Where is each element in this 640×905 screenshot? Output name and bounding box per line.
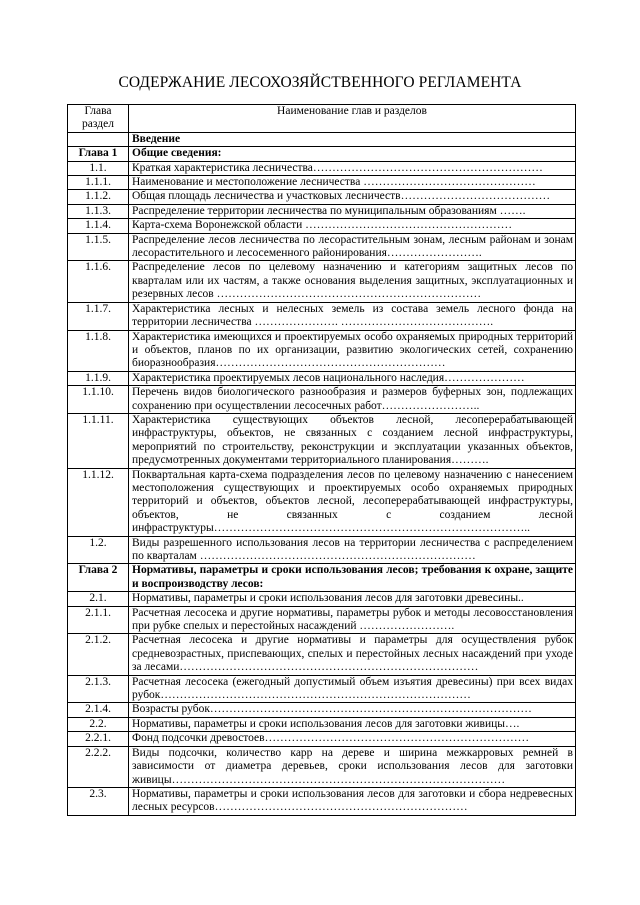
table-row xyxy=(68,732,576,746)
row-number: 1.1.11. xyxy=(68,413,129,468)
table-row xyxy=(68,536,576,564)
row-number: 1.1. xyxy=(68,161,129,175)
table-row xyxy=(68,330,576,371)
row-title: Характеристика лесных и нелесных земель из состава земель лесного фонда на территории лесничества …………………. …………………………………. xyxy=(129,302,576,330)
row-number: 1.1.3. xyxy=(68,204,129,218)
row-title: Характеристика имеющихся и проектируемых особо охраняемых природных территорий и объектов, планов по их организации, развитию экологических сетей, сохранению биоразнообразия…………………………………………………… xyxy=(129,330,576,371)
row-number: 1.1.2. xyxy=(68,190,129,204)
row-title: Наименование и местоположение лесничества ……………………………………… xyxy=(129,176,576,190)
row-title: Распределение лесов по целевому назначению и категориям защитных лесов по кварталам или их частям, а также основания выделения защитных, эксплуатационных и резервных лесов …………………………………………………………… xyxy=(129,261,576,302)
row-title: Карта-схема Воронежской области ……………………………………………… xyxy=(129,219,576,233)
row-title: Характеристика существующих объектов лесной, лесоперерабатывающей инфраструктуры, объектов, не связанных с созданием лесной инфраструктуры, мероприятий по строительству, реконструкции и эксплуатации указанных объектов, предусмотренных документами территориального планирования………. xyxy=(129,413,576,468)
row-number: Глава 1 xyxy=(68,147,129,161)
header-chapter-section: Глава раздел xyxy=(68,105,129,133)
row-number: 1.1.9. xyxy=(68,371,129,385)
row-number: Глава 2 xyxy=(68,564,129,592)
table-row xyxy=(68,132,576,146)
row-title: Краткая характеристика лесничества…………………………………………………… xyxy=(129,161,576,175)
table-row xyxy=(68,717,576,731)
table-row xyxy=(68,675,576,703)
table-row xyxy=(68,233,576,261)
row-number: 2.2.1. xyxy=(68,732,129,746)
row-title: Расчетная лесосека и другие нормативы, параметры рубок и методы лесовосстановления при рубке спелых и перестойных насаждений ……………………. xyxy=(129,606,576,634)
table-row xyxy=(68,302,576,330)
table-row xyxy=(68,703,576,717)
row-number: 1.1.7. xyxy=(68,302,129,330)
row-title: Перечень видов биологического разнообразия и размеров буферных зон, подлежащих сохранению при осуществлении лесосечных работ…………………….. xyxy=(129,386,576,414)
row-number xyxy=(68,132,129,146)
table-row xyxy=(68,413,576,468)
table-row xyxy=(68,204,576,218)
table-row xyxy=(68,468,576,536)
row-title: Поквартальная карта-схема подразделения лесов по целевому назначению с нанесением местоположения существующих и проектируемых особо охраняемых природных территорий и объектов, объектов лесной, лесоперерабатывающей инфраструктуры, объектов, не связанных с созданием лесной инфраструктуры……………………………………………………………………….. xyxy=(129,468,576,536)
table-row xyxy=(68,787,576,815)
row-title: Общие сведения: xyxy=(129,147,576,161)
row-number: 1.1.1. xyxy=(68,176,129,190)
table-row xyxy=(68,371,576,385)
table-row xyxy=(68,564,576,592)
row-number: 2.1.1. xyxy=(68,606,129,634)
table-header-row xyxy=(68,105,576,133)
row-number: 2.1.3. xyxy=(68,675,129,703)
table-row xyxy=(68,386,576,414)
row-title: Нормативы, параметры и сроки использования лесов для заготовки и сбора недревесных лесных ресурсов………………………………………………………… xyxy=(129,787,576,815)
row-number: 2.1.2. xyxy=(68,634,129,675)
row-title: Возрасты рубок………………………………………………………………………… xyxy=(129,703,576,717)
row-number: 1.1.12. xyxy=(68,468,129,536)
table-row xyxy=(68,606,576,634)
row-title: Распределение территории лесничества по муниципальным образованиям ……. xyxy=(129,204,576,218)
table-row xyxy=(68,261,576,302)
row-title: Нормативы, параметры и сроки использования лесов для заготовки живицы…. xyxy=(129,717,576,731)
row-title: Расчетная лесосека и другие нормативы и параметры для осуществления рубок средневозрастных, приспевающих, спелых и перестойных лесных насаждений при уходе за лесами…………………………………………………………………… xyxy=(129,634,576,675)
row-number: 1.2. xyxy=(68,536,129,564)
contents-table xyxy=(67,104,576,816)
row-number: 1.1.5. xyxy=(68,233,129,261)
row-title: Общая площадь лесничества и участковых лесничеств………………………………… xyxy=(129,190,576,204)
table-row xyxy=(68,190,576,204)
row-title: Характеристика проектируемых лесов национального наследия………………… xyxy=(129,371,576,385)
row-title: Нормативы, параметры и сроки использования лесов; требования к охране, защите и воспроизводству лесов: xyxy=(129,564,576,592)
header-title: Наименование глав и разделов xyxy=(129,105,576,133)
row-number: 1.1.4. xyxy=(68,219,129,233)
row-title: Фонд подсочки древостоев…………………………………………………………… xyxy=(129,732,576,746)
table-row xyxy=(68,634,576,675)
row-number: 2.1.4. xyxy=(68,703,129,717)
row-number: 2.1. xyxy=(68,592,129,606)
row-title: Распределение лесов лесничества по лесорастительным зонам, лесным районам и зонам лесорастительного и лесосеменного районирования……………………. xyxy=(129,233,576,261)
table-row xyxy=(68,746,576,787)
row-number: 1.1.8. xyxy=(68,330,129,371)
page-title: СОДЕРЖАНИЕ ЛЕСОХОЗЯЙСТВЕННОГО РЕГЛАМЕНТА xyxy=(118,74,522,91)
table-row xyxy=(68,161,576,175)
row-number: 2.3. xyxy=(68,787,129,815)
row-number: 2.2. xyxy=(68,717,129,731)
row-number: 2.2.2. xyxy=(68,746,129,787)
row-title: Расчетная лесосека (ежегодный допустимый объем изъятия древесины) при всех видах рубок……………………………………………………………………… xyxy=(129,675,576,703)
row-title: Виды подсочки, количество карр на дереве и ширина межкарровых ремней в зависимости от диаметра деревьев, сроки использования лесов для заготовки живицы…………………………………………………………………………… xyxy=(129,746,576,787)
row-title: Нормативы, параметры и сроки использования лесов для заготовки древесины.. xyxy=(129,592,576,606)
table-row xyxy=(68,219,576,233)
table-row xyxy=(68,592,576,606)
table-row xyxy=(68,176,576,190)
row-number: 1.1.10. xyxy=(68,386,129,414)
table-row xyxy=(68,147,576,161)
row-title: Виды разрешенного использования лесов на территории лесничества с распределением по кварталам ……………………………………………………………… xyxy=(129,536,576,564)
row-number: 1.1.6. xyxy=(68,261,129,302)
row-title: Введение xyxy=(129,132,576,146)
